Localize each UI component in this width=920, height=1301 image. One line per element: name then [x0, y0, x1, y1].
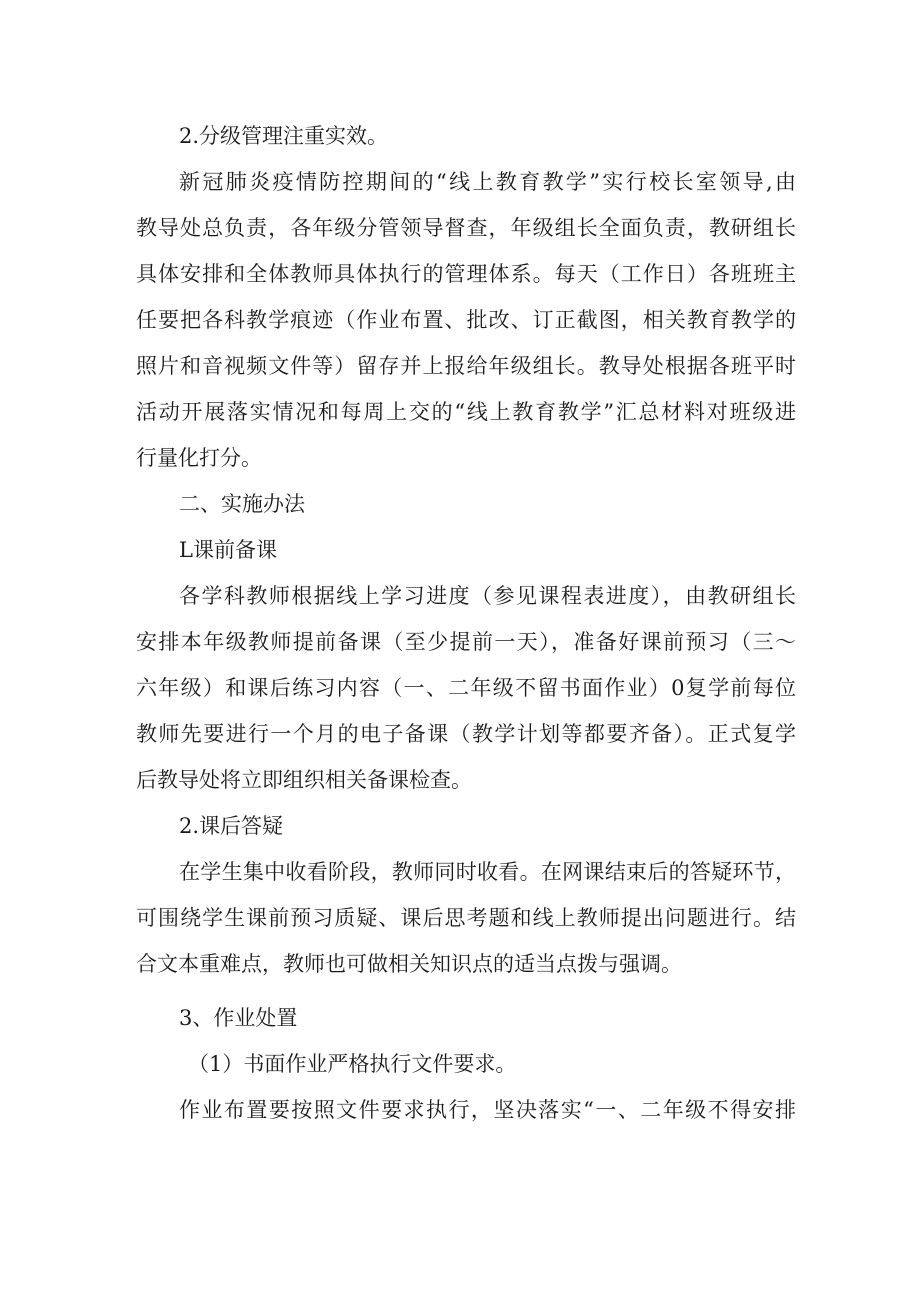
paragraph-line: 教导处总负责，各年级分管领导督查，年级组长全面负责，教研组长 [136, 216, 796, 240]
paragraph-line: 后教导处将立即组织相关备课检查。 [136, 768, 472, 792]
subheading-after-class-qa: 2.课后答疑 [179, 814, 284, 838]
paragraph-line: 各学科教师根据线上学习进度（参见课程表进度），由教研组长 [179, 584, 796, 608]
section-heading-implementation: 二、实施办法 [179, 492, 305, 516]
subheading-homework: 3、作业处置 [179, 1006, 298, 1030]
paragraph-line: 具体安排和全体教师具体执行的管理体系。每天（工作日）各班班主 [136, 262, 796, 286]
subheading-lesson-prep: L课前备课 [179, 538, 277, 562]
paragraph-line: 可围绕学生课前预习质疑、课后思考题和线上教师提出问题进行。结 [136, 906, 796, 930]
paragraph-line: 在学生集中收看阶段，教师同时收看。在网课结束后的答疑环节， [179, 860, 796, 884]
paragraph-line: 教师先要进行一个月的电子备课（教学计划等都要齐备）。正式复学 [136, 722, 796, 746]
subheading-written-homework: （1）书面作业严格执行文件要求。 [188, 1052, 517, 1076]
paragraph-line: 合文本重难点，教师也可做相关知识点的适当点拨与强调。 [136, 952, 682, 976]
subheading-graded-management: 2.分级管理注重实效。 [179, 124, 389, 148]
paragraph-line: 安排本年级教师提前备课（至少提前一天），准备好课前预习（三〜 [136, 630, 796, 654]
paragraph-line: 六年级）和课后练习内容（一、二年级不留书面作业）0复学前每位 [136, 676, 796, 700]
paragraph-line: 照片和音视频文件等）留存并上报给年级组长。教导处根据各班平时 [136, 354, 796, 378]
paragraph-line: 行量化打分。 [136, 446, 262, 470]
document-page [136, 113, 796, 1133]
paragraph-line: 新冠肺炎疫情防控期间的“线上教育教学”实行校长室领导,由 [179, 170, 796, 194]
paragraph-line: 作业布置要按照文件要求执行，坚决落实“一、二年级不得安排 [179, 1098, 796, 1122]
paragraph-line: 任要把各科教学痕迹（作业布置、批改、订正截图，相关教育教学的 [136, 308, 796, 332]
paragraph-line: 活动开展落实情况和每周上交的“线上教育教学”汇总材料对班级进 [136, 400, 796, 424]
